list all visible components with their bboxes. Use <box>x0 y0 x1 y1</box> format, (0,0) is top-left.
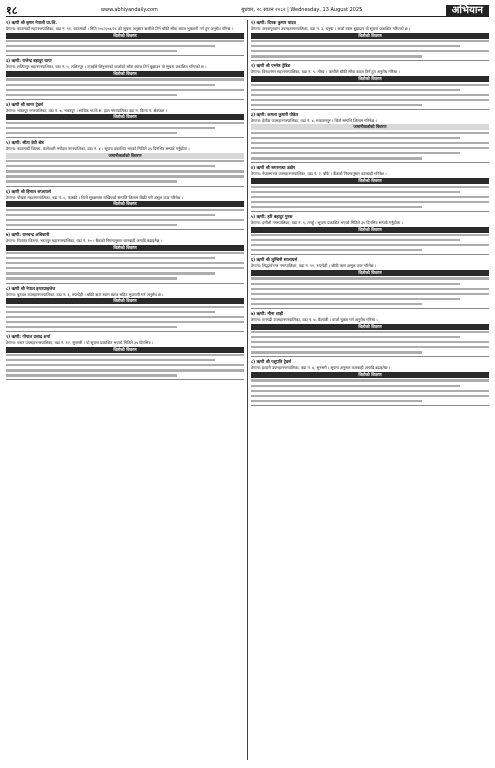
text-line <box>251 390 489 392</box>
text-line <box>6 127 215 129</box>
text-line <box>6 132 177 134</box>
detail-text-lines <box>6 122 244 134</box>
detail-text-lines <box>6 252 244 280</box>
notice-title: ८) ऋणी श्री नेपाल इन्टरप्राइजेज <box>6 285 56 291</box>
notice-title: २) ऋणी श्री एभरेष्ट ट्रेडिङ <box>251 63 291 69</box>
notice-block <box>6 58 244 99</box>
text-line <box>6 224 177 226</box>
notice-text: ठेगाना: चितवन जिल्ला, भरतपुर महानगरपालिका, वडा नं. १० । बैंकको नियमानुसार कारबाही अगाडि बढाइनेछ । <box>6 237 162 243</box>
notice-text: ठेगाना: ललितपुर महानगरपालिका, वडा नं. ५, ललितपुर । तपाईंले लिनुभएको कर्जाको साँवा ब्याज तिर्न बुझाउन यो सूचना प्रकाशित गरिएको छ । <box>6 64 207 70</box>
notice-text: ठेगाना: काठमाडौं जिल्ला, कागेश्वरी मनोहरा नगरपालिका, वडा नं. ४ । सूचना प्रकाशित भएको मितिले ३५ दिनभित्र सम्पर्क गर्नुहोला । <box>6 146 190 152</box>
notice-text: ठेगाना: इटहरी उपमहानगरपालिका, वडा नं. ६, सुनसरी । सूचना अनुसार कारबाही अगाडि बढाइनेछ । <box>251 365 391 371</box>
notice-separator <box>6 379 244 380</box>
text-line <box>6 40 244 42</box>
text-line <box>251 99 489 101</box>
text-line <box>251 303 422 305</box>
text-line <box>251 157 422 159</box>
website-url[interactable]: www.abhiyandaily.com <box>100 7 158 13</box>
notice-block <box>6 102 244 138</box>
detail-text-lines <box>251 132 489 160</box>
notice-separator <box>6 137 244 138</box>
notice-separator <box>6 283 244 284</box>
section-band: धितोको विवरण <box>251 324 489 330</box>
notice-title: ४) ऋणी श्री सागर ट्रेडर्स <box>6 101 43 107</box>
text-line <box>6 374 177 376</box>
detail-text-lines <box>6 78 244 95</box>
notice-block <box>251 63 489 109</box>
text-line <box>6 257 215 259</box>
notice-title: ९) ऋणी: गोपाल प्रसाद शर्मा <box>6 334 50 339</box>
text-line <box>6 165 215 167</box>
notice-separator <box>6 229 244 230</box>
notice-block <box>251 112 489 164</box>
text-line <box>251 50 489 52</box>
text-line <box>251 244 489 246</box>
section-band: धितोको विवरण <box>6 201 244 207</box>
text-line <box>6 321 244 323</box>
section-band: धितोको विवरण <box>6 245 244 251</box>
notice-title: ८) ऋणी श्री पशुपति ट्रेडर्स <box>251 359 291 365</box>
text-line <box>251 94 489 96</box>
text-line <box>251 137 460 139</box>
text-line <box>251 293 489 295</box>
notice-separator <box>251 211 489 212</box>
text-line <box>6 306 244 308</box>
text-line <box>251 206 422 208</box>
section-band: धितोको विवरण <box>6 347 244 353</box>
publication-date: बुधवार, २८ साउन २०८२ | Wednesday, 13 August 2025 <box>241 7 363 13</box>
section-band: जमानीकर्ताको विवरण <box>6 153 244 159</box>
notice-separator <box>251 60 489 61</box>
notice-text: ठेगाना: हेटौंडा उपमहानगरपालिका, वडा नं. ४, मकवानपुर । धितो सम्पत्ति लिलाम गरिनेछ । <box>251 117 377 123</box>
text-line <box>6 50 177 52</box>
detail-text-lines <box>6 40 244 52</box>
notice-text: ठेगाना: काठमाडौं महानगरपालिका, वडा नं. ११, काठमाडौं । मिति २०८२/०४/२८ को सूचना अनुसार ऋणीले तिर्न बाँकी साँवा ब्याज भुक्तानी गर्न हुन अनुरोध गरिन्छ । <box>6 26 234 31</box>
text-line <box>6 170 244 172</box>
text-line <box>251 283 460 285</box>
detail-text-lines <box>251 40 489 57</box>
text-line <box>251 132 489 134</box>
right-column <box>251 20 489 760</box>
notice-title: ७) ऋणी: मीना शाही <box>251 310 284 316</box>
section-band: धितोको विवरण <box>251 270 489 276</box>
notice-separator <box>251 109 489 110</box>
text-line <box>6 78 244 80</box>
text-line <box>251 234 489 236</box>
page-number: १८ <box>6 3 18 17</box>
text-line <box>251 395 489 397</box>
notice-title: २) ऋणी श्री कृष्ण नेपाली प्रा.लि. <box>6 20 57 25</box>
notice-block <box>6 140 244 186</box>
detail-text-lines <box>251 84 489 107</box>
notice-text: ठेगाना: भक्तपुर नगरपालिका, वडा नं. ७, भक्तपुर । साविक गा.वि.स. हाल नगरपालिका वडा नं. कित्ता नं. क्षेत्रफल । <box>6 107 167 113</box>
text-line <box>251 379 489 381</box>
text-line <box>251 331 489 333</box>
text-line <box>6 326 177 328</box>
notice-separator <box>251 356 489 357</box>
text-line <box>6 45 215 47</box>
notice-title: ६) ऋणी श्री हिमाल सप्लायर्स <box>6 188 51 194</box>
detail-text-lines <box>251 379 489 402</box>
notice-separator <box>6 55 244 56</box>
text-line <box>6 272 215 274</box>
text-line <box>251 346 489 348</box>
text-line <box>6 262 244 264</box>
detail-text-lines <box>251 277 489 305</box>
notice-block <box>251 257 489 309</box>
notice-text: ठेगाना: दमौली नगरपालिका, वडा नं. ५, तनहुँ । सूचना प्रकाशित भएको मितिले ३५ दिनभित्र सम्पर्क गर्नुहोला । <box>251 219 403 225</box>
notice-text: ठेगाना: बुटवल उपमहानगरपालिका, वडा नं. ६, रुपन्देही । बाँकी ऋण रकम ब्याज सहित भुक्तानी गर्न अनुरोध छ । <box>6 291 164 297</box>
text-line <box>251 385 460 387</box>
notice-block <box>6 334 244 380</box>
section-band: जमानीकर्ताको विवरण <box>251 124 489 130</box>
notice-title: ७) ऋणी: रामचन्द्र अधिकारी <box>6 231 50 237</box>
section-band: धितोको विवरण <box>251 33 489 39</box>
notice-text: ठेगाना: जनकपुरधाम उपमहानगरपालिका, वडा नं. ३, धनुषा । कर्जा रकम बुझाउन यो सूचना प्रकाशित गरिएको छ । <box>251 26 411 31</box>
section-band: धितोको विवरण <box>251 178 489 184</box>
left-column <box>6 20 244 760</box>
text-line <box>6 122 244 124</box>
notice-block <box>251 214 489 255</box>
text-line <box>6 252 244 254</box>
text-line <box>6 214 215 216</box>
text-line <box>6 277 177 279</box>
notice-text: ठेगाना: धनगढी उपमहानगरपालिका, वडा नं. ७, कैलाली । कर्जा चुक्ता गर्न अनुरोध गरिन्छ । <box>251 316 378 322</box>
notice-separator <box>251 162 489 163</box>
notice-block <box>251 359 489 405</box>
text-line <box>6 94 177 96</box>
notice-block <box>6 189 244 230</box>
detail-text-lines <box>6 209 244 226</box>
text-line <box>6 180 177 182</box>
notice-separator <box>6 331 244 332</box>
notice-separator <box>6 186 244 187</box>
text-line <box>251 142 489 144</box>
notice-text: ठेगाना: सिद्धार्थनगर नगरपालिका, वडा नं. ११, रुपन्देही । बाँकी ऋण असुल उपर गरिनेछ । <box>251 263 377 269</box>
notice-text: ठेगाना: पोखरा महानगरपालिका, वडा नं. ८, कास्की । धितो सुरक्षणमा राखिएको सम्पत्ति लिलाम बिक्री गरी असुल उपर गरिनेछ । <box>6 194 183 200</box>
text-line <box>251 152 460 154</box>
text-line <box>251 147 489 149</box>
text-line <box>251 351 422 353</box>
text-line <box>251 89 460 91</box>
section-band: धितोको विवरण <box>6 114 244 120</box>
text-line <box>251 196 489 198</box>
text-line <box>6 89 244 91</box>
text-line <box>6 267 244 269</box>
notice-title: ६) ऋणी श्री लुम्बिनी सप्लायर्स <box>251 257 298 263</box>
detail-text-lines <box>6 306 244 329</box>
text-line <box>251 298 460 300</box>
notice-separator <box>251 308 489 309</box>
notice-separator <box>6 99 244 100</box>
notice-separator <box>251 405 489 406</box>
text-line <box>6 354 244 356</box>
text-line <box>6 219 244 221</box>
notice-text: ठेगाना: नेपालगञ्ज उपमहानगरपालिका, वडा नं. २, बाँके । बैंकको नियमानुसार कारबाही गरिनेछ । <box>251 171 387 177</box>
notice-block <box>6 232 244 284</box>
masthead-logo: अभियान <box>446 5 489 16</box>
notice-text: ठेगाना: विराटनगर महानगरपालिका, वडा नं. ९, मोरङ । ऋणीले बाँकी साँवा ब्याज तिर्न हुन अनुरोध गरिन्छ । <box>251 69 400 75</box>
text-line <box>251 249 422 251</box>
text-line <box>6 160 244 162</box>
notice-block <box>251 20 489 61</box>
text-line <box>251 55 422 57</box>
text-line <box>251 45 460 47</box>
text-line <box>251 239 460 241</box>
text-line <box>6 175 244 177</box>
text-line <box>251 191 460 193</box>
column-divider <box>247 20 248 760</box>
section-band: धितोको विवरण <box>251 227 489 233</box>
notice-title: ३) ऋणी: राजेन्द्र बहादुर थापा <box>6 58 52 64</box>
section-band: धितोको विवरण <box>6 71 244 77</box>
text-line <box>251 201 489 203</box>
text-line <box>251 186 489 188</box>
notice-title: ५) ऋणी: सीता देवी श्रेष्ठ <box>6 140 44 146</box>
section-band: धितोको विवरण <box>251 76 489 82</box>
text-line <box>251 400 422 402</box>
notice-block <box>251 165 489 211</box>
notice-block <box>6 20 244 56</box>
notice-block <box>251 311 489 357</box>
page-header <box>6 4 489 17</box>
text-line <box>6 209 244 211</box>
detail-text-lines <box>251 186 489 209</box>
text-line <box>251 341 489 343</box>
section-band: धितोको विवरण <box>6 33 244 39</box>
detail-text-lines <box>251 331 489 354</box>
notice-block <box>6 286 244 332</box>
text-line <box>6 359 215 361</box>
text-line <box>251 288 489 290</box>
notice-title: १) ऋणी: दिपक कुमार यादव <box>251 20 296 25</box>
detail-text-lines <box>6 354 244 377</box>
text-line <box>251 277 489 279</box>
text-line <box>251 40 489 42</box>
text-line <box>6 316 244 318</box>
text-line <box>6 364 244 366</box>
detail-text-lines <box>251 234 489 251</box>
text-line <box>251 84 489 86</box>
text-line <box>251 104 422 106</box>
text-line <box>6 84 215 86</box>
text-line <box>251 336 460 338</box>
notice-title: ४) ऋणी श्री सगरमाथा उद्योग <box>251 165 296 171</box>
notice-separator <box>251 254 489 255</box>
notice-text: ठेगाना: धरान उपमहानगरपालिका, वडा नं. १२, सुनसरी । यो सूचना प्रकाशित भएको मितिले ३५ दिनभित्र । <box>6 340 154 345</box>
text-line <box>6 369 244 371</box>
section-band: धितोको विवरण <box>6 298 244 304</box>
section-band: धितोको विवरण <box>251 372 489 378</box>
notice-title: ३) ऋणी: कमला कुमारी पौडेल <box>251 111 299 117</box>
text-line <box>6 311 215 313</box>
detail-text-lines <box>6 160 244 183</box>
notice-title: ५) ऋणी: हरि बहादुर गुरुङ <box>251 213 293 219</box>
